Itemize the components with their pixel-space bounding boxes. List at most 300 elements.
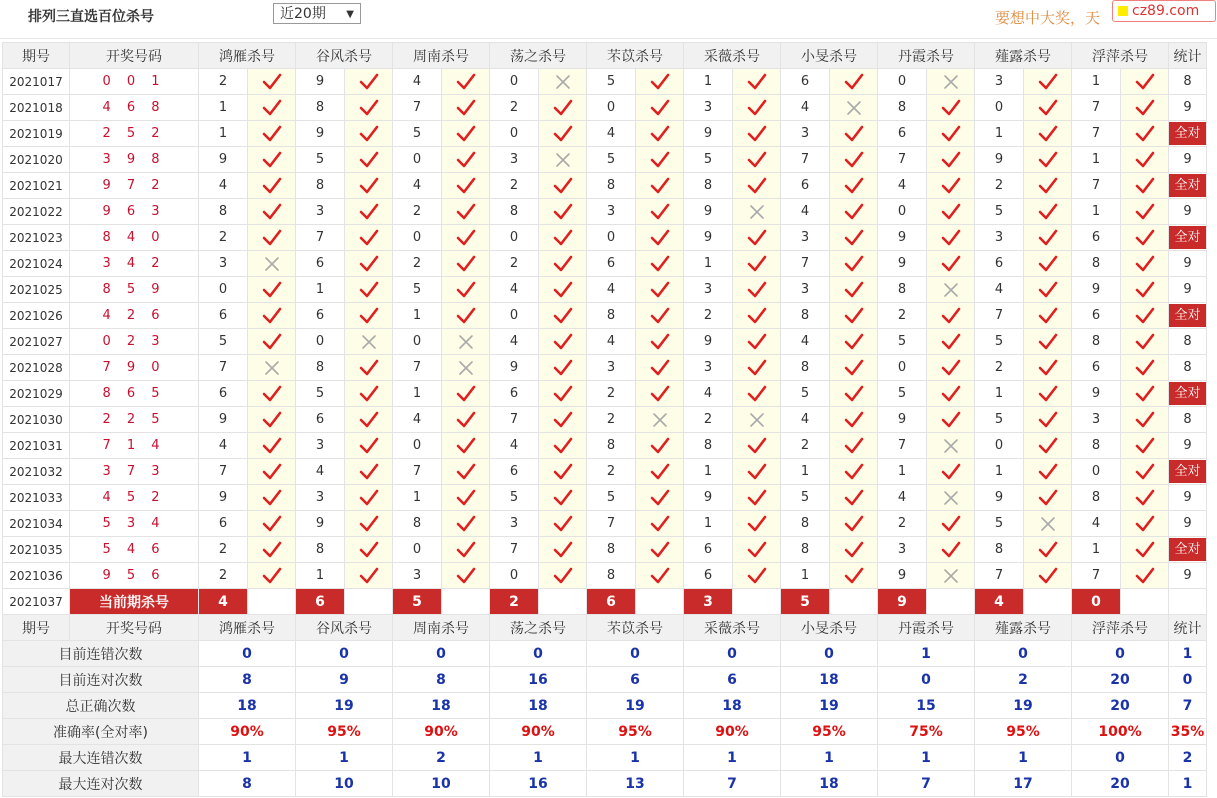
result-mark-cell <box>442 69 490 95</box>
summary-value: 0 <box>490 641 587 667</box>
kill-number-cell: 2 <box>490 95 539 121</box>
check-icon <box>650 489 670 507</box>
kill-number-cell: 3 <box>393 563 442 589</box>
summary-value: 0 <box>975 641 1072 667</box>
kill-number-cell: 6 <box>199 303 248 329</box>
summary-value: 17 <box>975 771 1072 797</box>
all-right-badge: 全对 <box>1169 382 1206 405</box>
result-mark-cell <box>830 303 878 329</box>
summary-value: 95% <box>781 719 878 745</box>
result-mark-cell <box>539 407 587 433</box>
period-cell: 2021027 <box>3 329 70 355</box>
kill-number-cell: 0 <box>1072 459 1121 485</box>
summary-label: 总正确次数 <box>3 693 199 719</box>
cross-icon <box>553 73 573 91</box>
result-mark-cell <box>1024 69 1072 95</box>
check-icon <box>359 255 379 273</box>
result-mark-cell <box>345 511 393 537</box>
kill-number-cell: 5 <box>587 485 636 511</box>
result-mark-cell <box>1121 173 1169 199</box>
kill-number-cell: 1 <box>393 485 442 511</box>
check-icon <box>1038 125 1058 143</box>
kill-number-cell: 1 <box>1072 69 1121 95</box>
kill-number-cell: 1 <box>878 459 927 485</box>
result-mark-cell <box>345 303 393 329</box>
result-mark-cell <box>1024 537 1072 563</box>
kill-number-cell: 9 <box>199 147 248 173</box>
kill-number-cell: 0 <box>878 355 927 381</box>
result-mark-cell <box>733 277 781 303</box>
kill-number-cell: 8 <box>684 433 733 459</box>
draw-number-cell: 9 7 2 <box>70 173 199 199</box>
col-header-draw: 开奖号码 <box>70 615 199 641</box>
result-mark-cell <box>248 121 296 147</box>
stat-cell: 8 <box>1169 69 1207 95</box>
result-mark-cell <box>830 329 878 355</box>
check-icon <box>262 437 282 455</box>
current-kill-number: 0 <box>1072 589 1121 615</box>
kill-number-cell: 1 <box>975 459 1024 485</box>
period-cell: 2021023 <box>3 225 70 251</box>
check-icon <box>747 307 767 325</box>
result-mark-cell <box>1024 277 1072 303</box>
result-mark-cell <box>248 433 296 459</box>
summary-value: 90% <box>684 719 781 745</box>
result-mark-cell <box>1121 329 1169 355</box>
check-icon <box>359 229 379 247</box>
result-mark-cell <box>539 251 587 277</box>
period-range-select[interactable] <box>273 3 361 24</box>
kill-number-cell: 5 <box>490 485 539 511</box>
check-icon <box>941 333 961 351</box>
result-mark-cell <box>1024 355 1072 381</box>
current-kill-number: 4 <box>199 589 248 615</box>
result-mark-cell <box>1024 511 1072 537</box>
result-mark-cell <box>1121 121 1169 147</box>
result-mark-cell <box>733 407 781 433</box>
summary-value: 18 <box>684 693 781 719</box>
check-icon <box>359 489 379 507</box>
result-mark-cell <box>636 459 684 485</box>
check-icon <box>359 463 379 481</box>
table-row <box>3 95 1207 121</box>
check-icon <box>747 437 767 455</box>
result-mark-cell <box>1024 147 1072 173</box>
check-icon <box>262 281 282 299</box>
check-icon <box>844 359 864 377</box>
result-mark-cell <box>830 485 878 511</box>
kill-number-cell: 8 <box>587 303 636 329</box>
check-icon <box>650 177 670 195</box>
stat-cell: 9 <box>1169 147 1207 173</box>
kill-number-cell: 6 <box>1072 355 1121 381</box>
summary-value: 19 <box>587 693 684 719</box>
result-mark-cell <box>1121 511 1169 537</box>
check-icon <box>359 125 379 143</box>
kill-number-cell: 0 <box>490 303 539 329</box>
kill-number-cell: 4 <box>781 95 830 121</box>
check-icon <box>844 515 864 533</box>
result-mark-cell <box>733 537 781 563</box>
table-row <box>3 433 1207 459</box>
check-icon <box>941 229 961 247</box>
kill-number-cell: 0 <box>878 69 927 95</box>
result-mark-cell <box>248 95 296 121</box>
result-mark-cell <box>1121 563 1169 589</box>
summary-label: 最大连对次数 <box>3 771 199 797</box>
check-icon <box>1038 333 1058 351</box>
draw-number-cell: 5 3 4 <box>70 511 199 537</box>
col-header-expert: 谷风杀号 <box>296 43 393 69</box>
check-icon <box>262 411 282 429</box>
check-icon <box>650 333 670 351</box>
stat-cell <box>1169 173 1207 199</box>
draw-number-cell: 3 4 2 <box>70 251 199 277</box>
summary-value: 1 <box>878 745 975 771</box>
period-cell: 2021026 <box>3 303 70 329</box>
result-mark-cell <box>248 537 296 563</box>
result-mark-cell <box>248 277 296 303</box>
result-mark-cell <box>345 381 393 407</box>
check-icon <box>1135 281 1155 299</box>
table-row <box>3 277 1207 303</box>
draw-number-cell: 7 1 4 <box>70 433 199 459</box>
result-mark-cell <box>1121 147 1169 173</box>
result-mark-cell <box>539 147 587 173</box>
check-icon <box>747 73 767 91</box>
result-mark-cell <box>830 381 878 407</box>
kill-number-cell: 1 <box>1072 199 1121 225</box>
kill-number-cell: 5 <box>684 147 733 173</box>
kill-number-cell: 6 <box>199 511 248 537</box>
kill-number-cell: 4 <box>490 277 539 303</box>
check-icon <box>1135 73 1155 91</box>
kill-number-cell: 4 <box>1072 511 1121 537</box>
current-kill-number: 3 <box>684 589 733 615</box>
check-icon <box>941 515 961 533</box>
result-mark-cell <box>830 121 878 147</box>
check-icon <box>553 203 573 221</box>
summary-value: 18 <box>781 667 878 693</box>
result-mark-cell <box>733 199 781 225</box>
result-mark-cell <box>830 537 878 563</box>
check-icon <box>844 203 864 221</box>
stat-cell: 9 <box>1169 251 1207 277</box>
summary-value: 90% <box>490 719 587 745</box>
check-icon <box>844 385 864 403</box>
result-mark-cell <box>1121 537 1169 563</box>
result-mark-cell <box>1024 329 1072 355</box>
current-blank-cell <box>830 589 878 615</box>
result-mark-cell <box>248 355 296 381</box>
summary-value: 0 <box>1072 641 1169 667</box>
kill-number-cell: 9 <box>684 485 733 511</box>
kill-number-cell: 9 <box>684 329 733 355</box>
summary-value: 0 <box>878 667 975 693</box>
period-cell: 2021020 <box>3 147 70 173</box>
kill-number-cell: 8 <box>975 537 1024 563</box>
kill-number-cell: 2 <box>199 563 248 589</box>
current-blank-cell <box>539 589 587 615</box>
table-row <box>3 563 1207 589</box>
stat-cell <box>1169 381 1207 407</box>
result-mark-cell <box>830 251 878 277</box>
stat-cell: 8 <box>1169 407 1207 433</box>
result-mark-cell <box>1121 303 1169 329</box>
current-stat-cell <box>1169 589 1207 615</box>
result-mark-cell <box>1024 407 1072 433</box>
summary-value: 1 <box>490 745 587 771</box>
all-right-badge: 全对 <box>1169 460 1206 483</box>
check-icon <box>650 99 670 117</box>
result-mark-cell <box>442 303 490 329</box>
table-row <box>3 329 1207 355</box>
result-mark-cell <box>539 225 587 251</box>
check-icon <box>747 359 767 377</box>
summary-value: 100% <box>1072 719 1169 745</box>
check-icon <box>553 333 573 351</box>
check-icon <box>747 281 767 299</box>
result-mark-cell <box>442 511 490 537</box>
result-mark-cell <box>345 173 393 199</box>
kill-number-cell: 7 <box>393 459 442 485</box>
result-mark-cell <box>733 511 781 537</box>
summary-value: 1 <box>587 745 684 771</box>
kill-number-cell: 6 <box>684 537 733 563</box>
summary-value: 2 <box>975 667 1072 693</box>
period-cell: 2021021 <box>3 173 70 199</box>
col-header-expert: 谷风杀号 <box>296 615 393 641</box>
stat-cell: 9 <box>1169 563 1207 589</box>
check-icon <box>262 125 282 143</box>
kill-number-cell: 4 <box>393 173 442 199</box>
check-icon <box>1038 203 1058 221</box>
result-mark-cell <box>636 121 684 147</box>
current-blank-cell <box>733 589 781 615</box>
kill-number-table <box>2 42 1207 797</box>
kill-number-cell: 1 <box>1072 147 1121 173</box>
summary-value: 16 <box>490 771 587 797</box>
current-blank-cell <box>636 589 684 615</box>
check-icon <box>747 333 767 351</box>
result-mark-cell <box>248 303 296 329</box>
check-icon <box>262 541 282 559</box>
period-cell: 2021017 <box>3 69 70 95</box>
result-mark-cell <box>1121 355 1169 381</box>
kill-number-cell: 9 <box>684 121 733 147</box>
check-icon <box>844 307 864 325</box>
kill-number-cell: 8 <box>296 173 345 199</box>
stat-cell: 9 <box>1169 511 1207 537</box>
summary-stat: 2 <box>1169 745 1207 771</box>
col-header-stat: 统计 <box>1169 43 1207 69</box>
table-row <box>3 225 1207 251</box>
check-icon <box>650 203 670 221</box>
result-mark-cell <box>1024 121 1072 147</box>
kill-number-cell: 6 <box>587 251 636 277</box>
kill-number-cell: 7 <box>490 537 539 563</box>
period-cell: 2021034 <box>3 511 70 537</box>
result-mark-cell <box>539 485 587 511</box>
kill-number-cell: 8 <box>878 277 927 303</box>
current-kill-number: 6 <box>587 589 636 615</box>
summary-stat: 1 <box>1169 641 1207 667</box>
result-mark-cell <box>248 225 296 251</box>
kill-number-cell: 2 <box>587 459 636 485</box>
result-mark-cell <box>442 381 490 407</box>
kill-number-cell: 9 <box>199 485 248 511</box>
result-mark-cell <box>927 225 975 251</box>
draw-number-cell: 3 7 3 <box>70 459 199 485</box>
check-icon <box>262 385 282 403</box>
result-mark-cell <box>442 407 490 433</box>
stat-cell: 9 <box>1169 485 1207 511</box>
result-mark-cell <box>636 563 684 589</box>
table-row <box>3 69 1207 95</box>
col-header-expert: 周南杀号 <box>393 43 490 69</box>
kill-number-cell: 1 <box>296 563 345 589</box>
period-range-value: 近20期 <box>280 6 326 22</box>
result-mark-cell <box>830 147 878 173</box>
result-mark-cell <box>539 433 587 459</box>
result-mark-cell <box>927 329 975 355</box>
all-right-badge: 全对 <box>1169 226 1206 249</box>
check-icon <box>1135 541 1155 559</box>
kill-number-cell: 4 <box>587 121 636 147</box>
result-mark-cell <box>636 433 684 459</box>
result-mark-cell <box>1024 485 1072 511</box>
result-mark-cell <box>1121 225 1169 251</box>
check-icon <box>456 489 476 507</box>
kill-number-cell: 8 <box>296 95 345 121</box>
draw-number-cell: 4 6 8 <box>70 95 199 121</box>
cross-icon <box>359 333 379 351</box>
all-right-badge: 全对 <box>1169 304 1206 327</box>
result-mark-cell <box>1024 459 1072 485</box>
kill-number-cell: 7 <box>199 355 248 381</box>
result-mark-cell <box>733 251 781 277</box>
kill-number-cell: 7 <box>878 433 927 459</box>
check-icon <box>1038 437 1058 455</box>
summary-value: 19 <box>975 693 1072 719</box>
all-right-badge: 全对 <box>1169 538 1206 561</box>
site-badge[interactable] <box>1112 0 1216 22</box>
check-icon <box>650 359 670 377</box>
kill-number-cell: 3 <box>684 277 733 303</box>
check-icon <box>359 359 379 377</box>
kill-number-cell: 0 <box>490 563 539 589</box>
kill-number-cell: 1 <box>781 459 830 485</box>
result-mark-cell <box>636 303 684 329</box>
result-mark-cell <box>1121 199 1169 225</box>
kill-number-cell: 4 <box>781 199 830 225</box>
check-icon <box>650 281 670 299</box>
summary-value: 20 <box>1072 667 1169 693</box>
check-icon <box>650 307 670 325</box>
result-mark-cell <box>345 485 393 511</box>
result-mark-cell <box>636 407 684 433</box>
check-icon <box>650 255 670 273</box>
kill-number-cell: 4 <box>393 407 442 433</box>
kill-number-cell: 4 <box>878 173 927 199</box>
check-icon <box>262 73 282 91</box>
check-icon <box>1038 541 1058 559</box>
kill-number-cell: 3 <box>296 199 345 225</box>
result-mark-cell <box>345 69 393 95</box>
check-icon <box>1038 567 1058 585</box>
table-row <box>3 173 1207 199</box>
result-mark-cell <box>830 407 878 433</box>
result-mark-cell <box>442 199 490 225</box>
kill-number-cell: 6 <box>296 303 345 329</box>
table-row <box>3 199 1207 225</box>
result-mark-cell <box>1121 485 1169 511</box>
stat-cell <box>1169 121 1207 147</box>
col-header-expert: 芣苡杀号 <box>587 615 684 641</box>
kill-number-cell: 1 <box>684 511 733 537</box>
check-icon <box>747 489 767 507</box>
result-mark-cell <box>345 459 393 485</box>
check-icon <box>1135 307 1155 325</box>
period-cell: 2021030 <box>3 407 70 433</box>
kill-number-cell: 0 <box>393 225 442 251</box>
check-icon <box>359 437 379 455</box>
kill-number-cell: 2 <box>393 251 442 277</box>
check-icon <box>1135 437 1155 455</box>
kill-number-cell: 3 <box>199 251 248 277</box>
summary-label: 目前连对次数 <box>3 667 199 693</box>
stat-cell: 9 <box>1169 199 1207 225</box>
result-mark-cell <box>636 329 684 355</box>
kill-number-cell: 2 <box>878 511 927 537</box>
summary-row <box>3 719 1207 745</box>
kill-number-cell: 2 <box>975 355 1024 381</box>
kill-number-cell: 8 <box>781 511 830 537</box>
col-header-expert: 薤露杀号 <box>975 615 1072 641</box>
col-header-expert: 丹霞杀号 <box>878 615 975 641</box>
check-icon <box>456 307 476 325</box>
check-icon <box>359 541 379 559</box>
dropdown-arrow-icon: ▼ <box>346 9 354 20</box>
check-icon <box>650 541 670 559</box>
check-icon <box>1038 281 1058 299</box>
result-mark-cell <box>1121 433 1169 459</box>
current-kill-number: 9 <box>878 589 927 615</box>
current-blank-cell <box>1024 589 1072 615</box>
cross-icon <box>941 489 961 507</box>
all-right-badge: 全对 <box>1169 174 1206 197</box>
kill-number-cell: 7 <box>1072 95 1121 121</box>
result-mark-cell <box>636 251 684 277</box>
result-mark-cell <box>927 355 975 381</box>
result-mark-cell <box>1024 95 1072 121</box>
check-icon <box>941 411 961 429</box>
result-mark-cell <box>1024 433 1072 459</box>
cross-icon <box>456 359 476 377</box>
kill-number-cell: 3 <box>975 69 1024 95</box>
draw-number-cell: 2 5 2 <box>70 121 199 147</box>
current-kill-number: 5 <box>781 589 830 615</box>
result-mark-cell <box>345 563 393 589</box>
result-mark-cell <box>927 433 975 459</box>
kill-number-cell: 4 <box>587 277 636 303</box>
summary-value: 0 <box>587 641 684 667</box>
stat-cell: 8 <box>1169 355 1207 381</box>
kill-number-cell: 2 <box>199 225 248 251</box>
result-mark-cell <box>1024 381 1072 407</box>
check-icon <box>1135 359 1155 377</box>
kill-number-cell: 0 <box>878 199 927 225</box>
